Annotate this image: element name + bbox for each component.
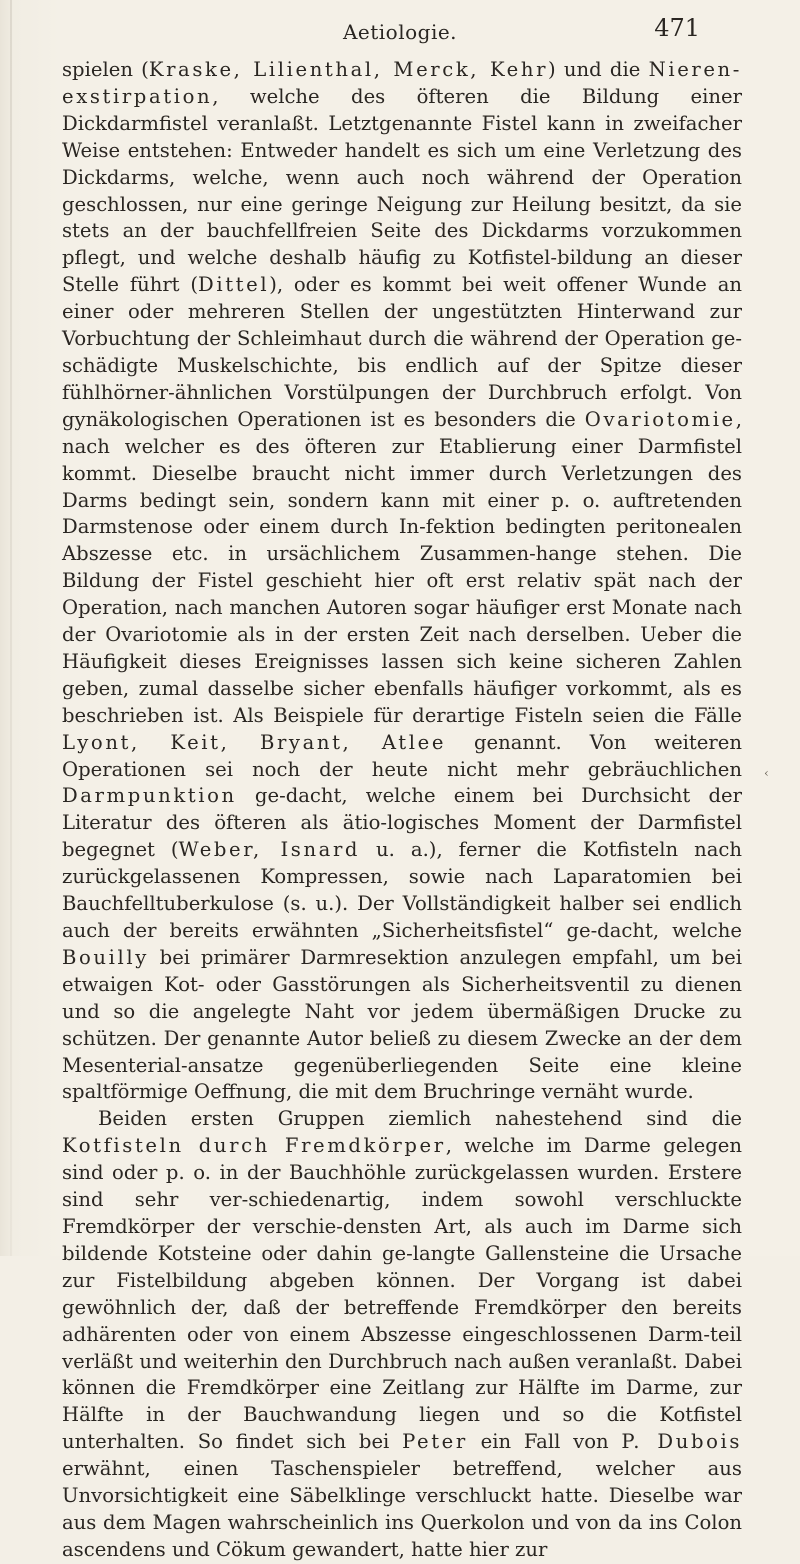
- text-run: , welche des öfteren die Bildung einer Dickdarmfistel veranlaßt. Letztgenannte Fistel kann in zweifacher Weise entstehen: Entweder handelt es sich um eine Verletzung des Dickdarms, welche, wenn auch noch während der Operation geschlossen, nur eine geringe Neigung zur Heilung besitzt, da sie stets an der bauchfellfreien Seite des Dickdarms vorzukommen pflegt, und welche deshalb häufig zu Kotfistel-bildung an dieser Stelle führt (: [62, 84, 742, 297]
- text-run: ), oder es kommt bei weit offener Wunde an einer oder mehreren Stellen der ungestützten Hinterwand zur Vorbuchtung der Schleimhaut durch die während der Operation ge-schädigte Muskelschichte, bis endlich auf der Spitze dieser fühlhörner-ähnlichen Vorstülpungen der Durchbruch erfolgt. Von gynäkologischen Operationen ist es besonders die: [62, 273, 742, 431]
- paragraph: [62, 1106, 742, 1563]
- text-run: spielen (: [62, 58, 149, 81]
- spaced-name: Bouilly: [62, 945, 149, 969]
- text-run: , welche im Darme gelegen sind oder p. o. in der Bauchhöhle zurückgelassen wurden. Erstere sind sehr ver-schiedenartig, indem sowohl verschluckte Fremdkörper der verschie-densten Art, als auch im Darme sich bildende Kotsteine oder dahin ge-langte Gallensteine die Ursache zur Fistelbildung abgeben können. Der Vorgang ist dabei gewöhnlich der, daß der betreffende Fremdkörper den bereits adhärenten oder von einem Abszesse eingeschlossenen Darm-teil verläßt und weiterhin den Durchbruch nach außen veranlaßt. Dabei können die Fremdkörper eine Zeitlang zur Hälfte im Darme, zur Hälfte in der Bauchwandung liegen und so die Kotfistel unterhalten. So findet sich bei: [62, 1134, 743, 1454]
- spaced-name: Kraske, Lilienthal, Merck, Kehr: [148, 58, 549, 81]
- text-run: , nach welcher es des öfteren zur Etablierung einer Darmfistel kommt. Dieselbe braucht nicht immer durch Verletzungen des Darms bedingt sein, sondern kann mit einer p. o. auftretenden Darmstenose oder einem durch In-fektion bedingten peritonealen Abszesse etc. in ursächlichem Zusammen-hange stehen. Die Bildung der Fistel geschieht hier oft erst relativ spät nach der Operation, nach manchen Autoren sogar häufiger erst Monate nach der Ovariotomie als in der ersten Zeit nach derselben. Ueber die Häufigkeit dieses Ereignisses lassen sich keine sicheren Zahlen geben, zumal dasselbe sicher ebenfalls häufiger vorkommt, als es beschrieben ist. Als Beispiele für derartige Fisteln seien die Fälle: [62, 407, 742, 727]
- text-run: u. a.), ferner die Kotfisteln nach zurückgelassenen Kompressen, sowie nach Laparatomien bei Bauchfelltuberkulose (s. u.). Der Vollständigkeit halber sei endlich auch der bereits erwähnten „Sicherheitsfistel“ ge-dacht, welche: [62, 838, 742, 942]
- spaced-name: Lyont, Keit, Bryant, Atlee: [62, 730, 447, 754]
- text-run: erwähnt, einen Taschenspieler betreffend, welcher aus Unvorsichtigkeit eine Säbelklinge verschluckt hatte. Dieselbe war aus dem Magen wahrscheinlich ins Querkolon und von da ins Colon ascendens und Cökum gewandert, hatte hier zur: [62, 1457, 742, 1561]
- spaced-name: Peter: [402, 1430, 468, 1454]
- text-run: ge-dacht, welche einem bei Durchsicht der Literatur des öfteren als ätio-logisches Moment der Darmfistel begegnet (: [62, 784, 742, 862]
- running-title: Aetiologie.: [342, 20, 458, 44]
- spaced-name: Weber, Isnard: [178, 838, 361, 862]
- page-number: 471: [654, 14, 700, 42]
- spaced-name: Kotfisteln durch Fremdkörper: [62, 1134, 446, 1158]
- spaced-name: Dittel: [198, 273, 270, 297]
- text-run: Beiden ersten Gruppen ziemlich nahestehend sind die: [98, 1107, 742, 1131]
- spaced-name: P. Dubois: [621, 1430, 743, 1454]
- margin-mark: ‹: [764, 766, 769, 780]
- binding-gutter-shadow: [10, 0, 12, 1256]
- spaced-name: Nieren-exstirpation: [62, 58, 742, 108]
- paragraph: [62, 57, 742, 1106]
- text-run: genannt. Von weiteren Operationen sei noch der heute nicht mehr gebräuchlichen: [62, 730, 742, 781]
- text-run: ) und die: [548, 58, 649, 81]
- spaced-name: Darmpunktion: [62, 784, 237, 808]
- text-run: bei primärer Darmresektion anzulegen empfahl, um bei etwaigen Kot- oder Gasstörungen als Sicherheitsventil zu dienen und so die angelegte Naht vor jedem übermäßigen Drucke zu schützen. Der genannte Autor beließ zu diesem Zwecke an der dem Mesenterial-ansatze gegenüberliegenden Seite eine kleine spaltförmige Oeffnung, die mit dem Bruchringe vernäht wurde.: [62, 945, 742, 1104]
- page-header: [0, 14, 800, 54]
- spaced-name: Ovariotomie: [584, 407, 736, 431]
- body-text: [62, 57, 742, 1564]
- text-run: ein Fall von: [467, 1430, 622, 1454]
